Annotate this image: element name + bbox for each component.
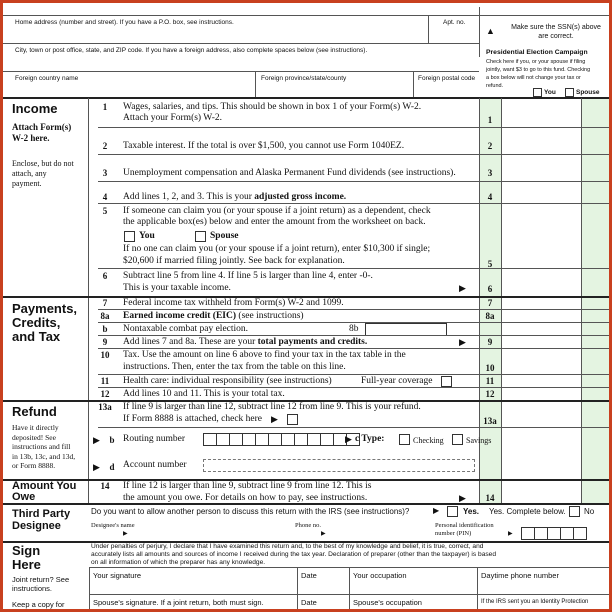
campaign-you-checkbox[interactable]	[533, 88, 542, 97]
line-13b-number: b	[109, 435, 115, 445]
line-7-text: Federal income tax withheld from Form(s) W-2 and 1099.	[123, 298, 344, 308]
line-1-number: 1	[102, 102, 108, 112]
line-9-text: Add lines 7 and 8a. These are your total payments and credits.	[123, 337, 368, 347]
line-14-ref: 14	[485, 493, 495, 503]
third-party-yes-text: Yes. Complete below.	[489, 507, 566, 516]
ssn-notice: Make sure the SSN(s) above are correct.	[511, 24, 601, 40]
campaign-text-1: Check here if you, or your spouse if filing	[486, 59, 586, 65]
enclose-payment-note: Enclose, but do not attach, any payment.	[12, 159, 74, 188]
campaign-spouse-checkbox[interactable]	[565, 88, 574, 97]
form-1040ez	[3, 3, 609, 609]
divider	[255, 71, 256, 97]
line-11-text: Health care: individual responsibility (see instructions)	[123, 376, 332, 386]
arrow-right-icon: ▶	[508, 531, 513, 537]
arrow-right-icon: ▶	[271, 414, 278, 424]
checking-label: Checking	[413, 436, 444, 445]
sign-here-title: Sign Here	[12, 543, 41, 572]
rule	[98, 322, 609, 323]
spouse-date-label: Date	[301, 598, 317, 607]
line-14-text-2: the amount you owe. For details on how to pay, see instructions.	[123, 493, 368, 503]
third-party-title: Third Party Designee	[12, 508, 71, 532]
date-input[interactable]	[299, 579, 347, 593]
divider	[477, 567, 478, 609]
dependent-you-label: You	[139, 231, 155, 241]
line-3-amount[interactable]	[502, 155, 581, 181]
line-9-ref: 9	[487, 337, 493, 347]
occupation-input[interactable]	[351, 579, 475, 593]
line-12-text: Add lines 10 and 11. This is your total tax.	[123, 389, 285, 399]
line-3-number: 3	[102, 168, 108, 178]
line-13a-text: If line 9 is larger than line 12, subtract line 12 from line 9. This is your refund.	[123, 402, 421, 412]
line-10-ref: 10	[485, 363, 495, 373]
line-3-ref: 3	[487, 168, 493, 178]
line-7-amount[interactable]	[502, 297, 581, 309]
line-2-number: 2	[102, 141, 108, 151]
line-10-amount[interactable]	[502, 349, 581, 374]
designee-pin-input[interactable]	[521, 527, 586, 540]
designee-phone-label: Phone no.	[295, 522, 321, 529]
line-13a-text-2: If Form 8888 is attached, check here	[123, 414, 263, 424]
line-14-text: If line 12 is larger than line 9, subtract line 9 from line 12. This is	[123, 481, 372, 491]
campaign-text-3: a box below will not change your tax or	[486, 75, 581, 81]
your-signature-input[interactable]	[91, 579, 295, 593]
line-8b-inline-ref: 8b	[349, 324, 359, 334]
line-5-text-4: $20,600 if married filing jointly. See back for explanation.	[123, 256, 345, 266]
foreign-country-label: Foreign country name	[15, 75, 79, 82]
foreign-postal-label: Foreign postal code	[418, 75, 476, 82]
line-4-amount[interactable]	[502, 182, 581, 203]
divider	[581, 98, 582, 503]
dependent-spouse-checkbox[interactable]	[195, 231, 206, 242]
daytime-phone-input[interactable]	[479, 579, 607, 593]
line-12-ref: 12	[485, 389, 495, 399]
line-10-text: Tax. Use the amount on line 6 above to find your tax in the tax table in the	[123, 350, 406, 360]
identity-pin-note: If the IRS sent you an Identity Protection	[481, 599, 589, 605]
line-8a-ref: 8a	[485, 311, 495, 321]
your-signature-label: Your signature	[93, 571, 142, 580]
line-8a-text: Earned income credit (EIC) (see instructions)	[123, 311, 304, 321]
city-label: City, town or post office, state, and ZIP code. If you have a foreign address, also complete spaces below (see instructions).	[15, 47, 368, 54]
arrow-right-icon: ▶	[93, 462, 100, 472]
arrow-right-icon: ▶	[433, 506, 440, 515]
full-year-coverage-checkbox[interactable]	[441, 376, 452, 387]
line-13a-ref: 13a	[483, 416, 497, 426]
divider	[479, 7, 480, 57]
account-number-input[interactable]	[203, 459, 475, 472]
line-13d-number: d	[109, 462, 115, 472]
foreign-province-label: Foreign province/state/county	[261, 75, 347, 82]
daytime-phone-label: Daytime phone number	[481, 571, 559, 580]
line-1-amount[interactable]	[502, 99, 581, 125]
third-party-question: Do you want to allow another person to discuss this return with the IRS (see instructions)?	[91, 507, 410, 516]
rule	[3, 71, 479, 72]
third-party-yes-label: Yes.	[463, 507, 480, 516]
amount-you-owe-title: Amount You Owe	[12, 480, 77, 503]
line-9-amount[interactable]	[502, 336, 581, 348]
arrow-right-icon: ▶	[459, 493, 466, 503]
full-year-coverage-label: Full-year coverage	[361, 376, 433, 386]
occupation-label: Your occupation	[353, 571, 407, 580]
line-13a-amount[interactable]	[502, 401, 581, 427]
account-type-label: c Type:	[355, 434, 385, 444]
line-6-text: Subtract line 5 from line 4. If line 5 is larger than line 4, enter -0-.	[123, 271, 373, 281]
line-4-text: Add lines 1, 2, and 3. This is your adjusted gross income.	[123, 192, 347, 202]
line-1-ref: 1	[487, 115, 493, 125]
divider	[297, 567, 298, 609]
designee-phone-input[interactable]	[331, 521, 431, 539]
line-7-ref: 7	[487, 298, 493, 308]
direct-deposit-note: Have it directly deposited! See instructions and fill in 13b, 13c, and 13d, or Form 8888.	[12, 423, 76, 470]
divider	[413, 71, 414, 97]
payments-title: Payments, Credits, and Tax	[12, 301, 78, 344]
line-1-text: Wages, salaries, and tips. This should be shown in box 1 of your Form(s) W-2.	[123, 102, 422, 112]
line-14-amount[interactable]	[502, 480, 581, 503]
checking-checkbox[interactable]	[399, 434, 410, 445]
rule	[3, 15, 609, 16]
line-8a-number: 8a	[100, 311, 110, 321]
spouse-occupation-label: Spouse's occupation	[353, 598, 422, 607]
perjury-statement-2: accurately lists all amounts and sources of income I received during the tax year. Declaration of preparer (other than the taxpayer) is based	[91, 551, 496, 558]
divider	[428, 15, 429, 43]
line-3-text: Unemployment compensation and Alaska Permanent Fund dividends (see instructions).	[123, 168, 456, 178]
line-13a-number: 13a	[98, 402, 112, 412]
refund-title: Refund	[12, 404, 57, 419]
line-8b-text: Nontaxable combat pay election.	[123, 324, 249, 334]
line-5-number: 5	[102, 206, 108, 216]
rule	[3, 503, 609, 505]
line-1-text-2: Attach your Form(s) W-2.	[123, 113, 223, 123]
campaign-spouse-label: Spouse	[576, 89, 600, 96]
line-6-amount[interactable]	[502, 269, 581, 296]
line-9-number: 9	[102, 337, 108, 347]
line-4-number: 4	[102, 192, 108, 202]
line-14-number: 14	[100, 481, 110, 491]
designee-name-input[interactable]	[133, 521, 293, 539]
line-11-ref: 11	[485, 376, 495, 386]
arrow-right-icon: ▶	[321, 531, 326, 537]
savings-checkbox[interactable]	[452, 434, 463, 445]
line-5-amount[interactable]	[502, 204, 581, 268]
divider	[88, 98, 89, 503]
arrow-right-icon: ▶	[123, 531, 128, 537]
divider	[89, 567, 90, 609]
dependent-spouse-label: Spouse	[210, 231, 239, 241]
arrow-right-icon: ▶	[459, 283, 466, 293]
joint-return-note: Joint return? See instructions.	[12, 575, 70, 593]
campaign-you-label: You	[544, 89, 556, 96]
campaign-title: Presidential Election Campaign	[486, 49, 588, 56]
triangle-icon: ▲	[486, 26, 495, 36]
perjury-statement-1: Under penalties of perjury, I declare that I have examined this return and, to the best of my knowledge and belief, it is true, correct, and	[91, 543, 484, 550]
rule	[89, 594, 609, 595]
line-11-number: 11	[100, 376, 110, 386]
line-10-number: 10	[100, 350, 110, 360]
line-8a-amount[interactable]	[502, 310, 581, 322]
savings-label: Savings	[466, 436, 492, 445]
third-party-no-checkbox[interactable]	[569, 506, 580, 517]
line-2-amount[interactable]	[502, 128, 581, 154]
line-12-amount[interactable]	[502, 388, 581, 400]
line-2-text: Taxable interest. If the total is over $1,500, you cannot use Form 1040EZ.	[123, 141, 405, 151]
home-address-label: Home address (number and street). If you have a P.O. box, see instructions.	[15, 19, 234, 26]
dependent-you-checkbox[interactable]	[124, 231, 135, 242]
line-5-text-3: If no one can claim you (or your spouse if a joint return), enter $10,300 if single;	[123, 244, 431, 254]
routing-number-input[interactable]	[203, 433, 359, 446]
third-party-no-label: No	[584, 507, 595, 516]
rule	[98, 427, 609, 428]
line-11-amount[interactable]	[502, 375, 581, 387]
line-5-text-2: the applicable box(es) below and enter the amount from the worksheet on back.	[123, 217, 426, 227]
perjury-statement-3: on all information of which the preparer has any knowledge.	[91, 559, 266, 566]
arrow-right-icon: ▶	[93, 435, 100, 445]
spouse-signature-label: Spouse's signature. If a joint return, both must sign.	[93, 598, 264, 607]
line-6-ref: 6	[487, 284, 493, 294]
line-4-ref: 4	[487, 192, 493, 202]
third-party-yes-checkbox[interactable]	[447, 506, 458, 517]
apt-no-label: Apt. no.	[443, 19, 466, 26]
line-12-number: 12	[100, 389, 110, 399]
campaign-text-4: refund.	[486, 83, 504, 89]
income-title: Income	[12, 101, 58, 116]
line-6-text-2: This is your taxable income.	[123, 283, 231, 293]
line-10-text-2: instructions. Then, enter the tax from the table on this line.	[123, 362, 346, 372]
account-number-label: Account number	[123, 460, 187, 470]
campaign-text-2: jointly, want $3 to go to this fund. Checking	[486, 67, 591, 73]
arrow-right-icon: ▶	[345, 434, 352, 444]
arrow-right-icon: ▶	[459, 337, 466, 347]
keep-copy-note: Keep a copy for	[12, 600, 65, 609]
attach-w2-note: Attach Form(s) W-2 here.	[12, 122, 72, 143]
designee-pin-label: Personal identification number (PIN)	[435, 522, 494, 537]
rule	[3, 43, 479, 44]
line-8b-number: b	[102, 324, 108, 334]
line-5-text: If someone can claim you (or your spouse if a joint return) as a dependent, check	[123, 206, 431, 216]
designee-name-label: Designee's name	[91, 522, 135, 529]
line-2-ref: 2	[487, 141, 493, 151]
date-label: Date	[301, 571, 317, 580]
routing-number-label: Routing number	[123, 434, 186, 444]
cents-column	[581, 99, 609, 503]
line-6-number: 6	[102, 271, 108, 281]
form-8888-checkbox[interactable]	[287, 414, 298, 425]
divider	[349, 567, 350, 609]
line-5-ref: 5	[487, 259, 493, 269]
line-7-number: 7	[102, 298, 108, 308]
